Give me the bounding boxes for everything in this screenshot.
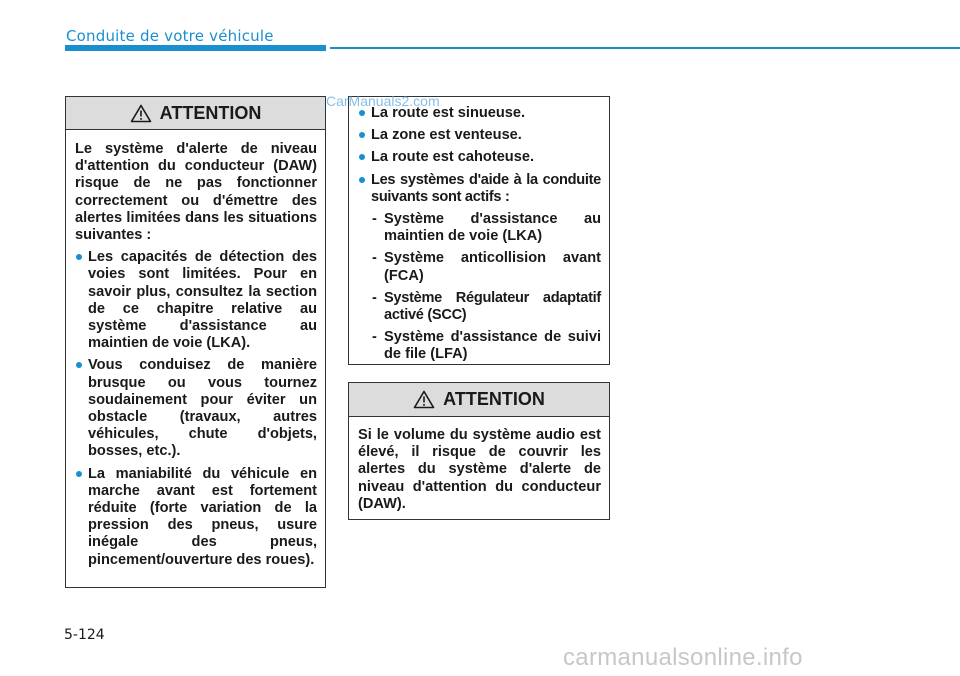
attention-body-right bbox=[349, 417, 609, 513]
attention-header-left bbox=[66, 97, 325, 130]
list-item bbox=[358, 290, 601, 324]
list-item: La maniabilité du véhicule en marche avant est fortement réduite (forte variation de la pression des pneus, usure inégale des pneus, pincement/ouverture des roues). bbox=[75, 466, 317, 569]
sub-item-text: Système d'assistance de suivi de file (LFA) bbox=[384, 329, 601, 363]
list-item: Les capacités de détection des voies sont limitées. Pour en savoir plus, consultez la section de ce chapitre relative au système d'assistance au maintien de voie (LKA). bbox=[75, 249, 317, 352]
attention-title-right: ATTENTION bbox=[443, 389, 545, 409]
dash-mark: - bbox=[372, 329, 377, 346]
list-item bbox=[358, 211, 601, 245]
list-item: La route est sinueuse. bbox=[358, 105, 601, 122]
list-item bbox=[358, 250, 601, 284]
continuation-bullets bbox=[358, 105, 601, 206]
list-item: La route est cahoteuse. bbox=[358, 149, 601, 166]
watermark-bottom: carmanualsonline.info bbox=[563, 644, 803, 671]
attention-text-right: Si le volume du système audio est élevé, il risque de couvrir les alertes du système d'alerte de niveau d'attention du conducteur (DAW). bbox=[358, 427, 601, 512]
sub-item-text: Système d'assistance au maintien de voie (LKA) bbox=[384, 211, 601, 245]
warning-triangle-icon bbox=[413, 390, 435, 409]
sub-item-text: Système anticollision avant (FCA) bbox=[384, 250, 601, 284]
continuation-box bbox=[348, 96, 610, 365]
list-item: Les systèmes d'aide à la conduite suivants sont actifs : bbox=[358, 172, 601, 206]
header-rule-thick bbox=[65, 45, 326, 51]
attention-body-left bbox=[66, 130, 325, 569]
list-item: La zone est venteuse. bbox=[358, 127, 601, 144]
attention-header-right bbox=[349, 383, 609, 417]
attention-bullets-left bbox=[75, 249, 317, 569]
active-systems-list bbox=[358, 211, 601, 364]
attention-intro: Le système d'alerte de niveau d'attention du conducteur (DAW) risque de ne pas fonctionner correctement ou d'émettre des alertes limitées dans les situations suivantes : bbox=[75, 141, 317, 244]
attention-title-left: ATTENTION bbox=[159, 102, 262, 123]
page-number: 5-124 bbox=[64, 627, 105, 643]
warning-triangle-icon bbox=[130, 104, 152, 123]
dash-mark: - bbox=[372, 211, 377, 228]
attention-box-left bbox=[65, 96, 326, 588]
attention-box-right bbox=[348, 382, 610, 520]
section-title: Conduite de votre véhicule bbox=[66, 27, 274, 45]
watermark-top: CarManuals2.com bbox=[326, 93, 440, 109]
list-item: Vous conduisez de manière brusque ou vous tournez soudainement pour éviter un obstacle (travaux, autres véhicules, chute d'objets, bosses, etc.). bbox=[75, 357, 317, 460]
dash-mark: - bbox=[372, 250, 377, 267]
header-rule-thin bbox=[330, 47, 960, 49]
dash-mark: - bbox=[372, 289, 377, 306]
list-item bbox=[358, 329, 601, 363]
continuation-body bbox=[349, 97, 609, 364]
sub-item-text: Système Régulateur adaptatif activé (SCC) bbox=[384, 289, 601, 324]
